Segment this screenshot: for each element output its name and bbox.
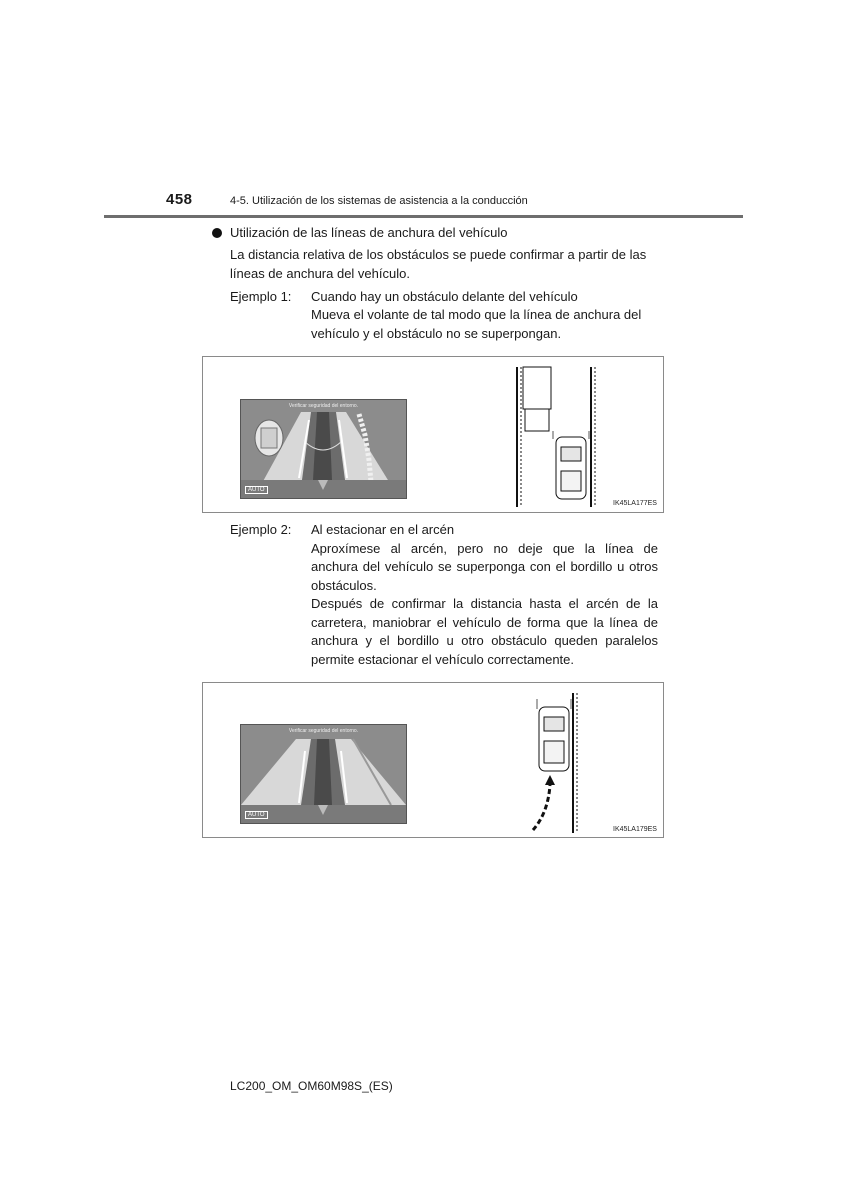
example1-title: Cuando hay un obstáculo delante del vehículo [311, 289, 578, 304]
example2-text-line5: carretera, maniobrar el vehículo de forma que la línea de [311, 615, 658, 630]
bullet-heading: Utilización de las líneas de anchura del vehículo [230, 225, 508, 240]
camera-view-illustration [241, 400, 406, 498]
example2-label: Ejemplo 2: [230, 522, 292, 537]
camera-screen [240, 724, 407, 824]
figure-code: IK45LA179ES [613, 826, 657, 833]
intro-text-line2: líneas de anchura del vehículo. [230, 266, 410, 281]
page-number: 458 [166, 191, 193, 208]
auto-mode-badge: AUTO [245, 811, 268, 819]
example2-text-line1: Aproxímese al arcén, pero no deje que la línea de [311, 541, 658, 556]
figure-code: IK45LA177ES [613, 500, 657, 507]
screen-caption: Verificar seguridad del entorno. [288, 728, 359, 734]
example2-text-line6: anchura y el bordillo u otro obstáculo queden paralelos [311, 633, 658, 648]
example1-label: Ejemplo 1: [230, 289, 292, 304]
intro-text-line1: La distancia relativa de los obstáculos se puede confirmar a partir de las [230, 247, 647, 262]
top-view-diagram [503, 685, 623, 835]
camera-screen [240, 399, 407, 499]
header-divider [104, 215, 743, 218]
example1-text-line1: Mueva el volante de tal modo que la línea de anchura del [311, 307, 642, 322]
example2-text-line4: Después de confirmar la distancia hasta el arcén de la [311, 596, 658, 611]
example2-text-line3: obstáculos. [311, 578, 377, 593]
figure-obstacle-ahead [202, 356, 664, 513]
example2-text-line7: permite estacionar el vehículo correctamente. [311, 652, 575, 667]
screen-caption: Verificar seguridad del entorno. [288, 403, 359, 409]
section-title: 4-5. Utilización de los sistemas de asistencia a la conducción [230, 195, 528, 207]
example2-title: Al estacionar en el arcén [311, 522, 455, 537]
camera-view-illustration [241, 725, 406, 823]
figure-shoulder-parking [202, 682, 664, 838]
top-view-diagram [503, 359, 623, 509]
footer-doc-code: LC200_OM_OM60M98S_(ES) [230, 1079, 393, 1093]
bullet-icon [212, 228, 222, 238]
example2-text-line2: anchura del vehículo se superponga con el bordillo u otros [311, 559, 658, 574]
example1-text-line2: vehículo y el obstáculo no se superpongan. [311, 326, 562, 341]
auto-mode-badge: AUTO [245, 486, 268, 494]
